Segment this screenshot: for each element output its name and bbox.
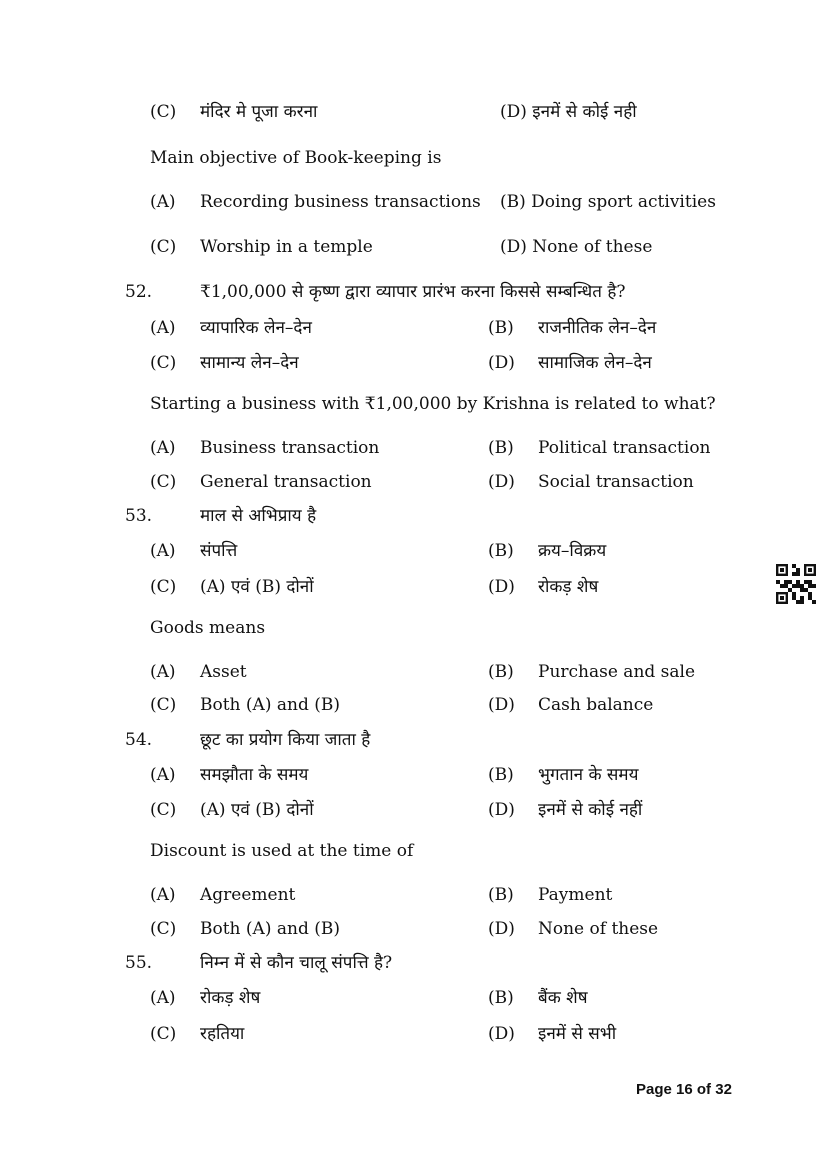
option-text: Asset — [200, 662, 247, 682]
option-label: (A) — [150, 438, 176, 458]
option-label: (B) — [488, 662, 514, 682]
option-text: (D) None of these — [500, 237, 653, 257]
option-text: Payment — [538, 885, 613, 905]
option-text: (A) एवं (B) दोनों — [200, 800, 314, 820]
option-text: मंदिर मे पूजा करना — [200, 102, 318, 122]
option-label: (A) — [150, 318, 176, 338]
option-text: Business transaction — [200, 438, 380, 458]
qr-code-icon — [776, 564, 816, 604]
option-label: (A) — [150, 192, 176, 212]
option-label: (A) — [150, 541, 176, 561]
question-text-hindi: निम्न में से कौन चालू संपत्ति है? — [200, 953, 393, 973]
option-label: (C) — [150, 800, 177, 820]
option-label: (C) — [150, 919, 177, 939]
option-label: (B) — [488, 988, 514, 1008]
question-text-english: Main objective of Book-keeping is — [150, 148, 442, 168]
question-number: 52. — [125, 282, 153, 302]
option-text: रोकड़ शेष — [538, 577, 599, 597]
option-text: बैंक शेष — [538, 988, 588, 1008]
question-text-hindi: माल से अभिप्राय है — [200, 506, 317, 526]
question-number: 55. — [125, 953, 153, 973]
option-text: राजनीतिक लेन–देन — [538, 318, 657, 338]
option-label: (C) — [150, 695, 177, 715]
option-label: (A) — [150, 988, 176, 1008]
option-text: रहतिया — [200, 1024, 245, 1044]
option-text: Political transaction — [538, 438, 711, 458]
option-label: (B) — [488, 438, 514, 458]
option-label: (C) — [150, 353, 177, 373]
option-text: Recording business transactions — [200, 192, 481, 212]
option-text: Cash balance — [538, 695, 654, 715]
option-text: Both (A) and (B) — [200, 695, 340, 715]
option-text: सामाजिक लेन–देन — [538, 353, 652, 373]
question-number: 53. — [125, 506, 153, 526]
option-text: (B) Doing sport activities — [500, 192, 716, 212]
option-text: General transaction — [200, 472, 372, 492]
option-text: Both (A) and (B) — [200, 919, 340, 939]
page-number-footer — [636, 1081, 732, 1098]
page-total: 32 — [715, 1081, 732, 1098]
option-label: (B) — [488, 318, 514, 338]
option-label: (B) — [488, 541, 514, 561]
option-text: समझौता के समय — [200, 765, 309, 785]
option-label: (A) — [150, 765, 176, 785]
option-label: (C) — [150, 102, 177, 122]
option-label: (C) — [150, 237, 177, 257]
option-text: सामान्य लेन–देन — [200, 353, 299, 373]
option-label: (D) — [488, 353, 515, 373]
option-text: इनमें से सभी — [538, 1024, 617, 1044]
option-label: (B) — [488, 885, 514, 905]
option-text: Agreement — [200, 885, 296, 905]
option-text: Purchase and sale — [538, 662, 696, 682]
question-text-hindi: छूट का प्रयोग किया जाता है — [200, 730, 371, 750]
option-label: (C) — [150, 1024, 177, 1044]
option-text: इनमें से कोई नहीं — [538, 800, 643, 820]
option-label: (C) — [150, 472, 177, 492]
option-text: (D) इनमें से कोई नही — [500, 102, 637, 122]
option-text: व्यापारिक लेन–देन — [200, 318, 312, 338]
page-word: Page — [636, 1081, 672, 1098]
option-text: Social transaction — [538, 472, 694, 492]
option-text: संपत्ति — [200, 541, 238, 561]
option-label: (A) — [150, 662, 176, 682]
question-text-english: Goods means — [150, 618, 266, 638]
option-text: रोकड़ शेष — [200, 988, 261, 1008]
option-text: भुगतान के समय — [538, 765, 639, 785]
option-label: (D) — [488, 577, 515, 597]
option-label: (B) — [488, 765, 514, 785]
option-label: (D) — [488, 695, 515, 715]
option-text: Worship in a temple — [200, 237, 373, 257]
option-label: (A) — [150, 885, 176, 905]
question-text-english: Discount is used at the time of — [150, 841, 414, 861]
option-label: (D) — [488, 919, 515, 939]
page-current: 16 — [676, 1081, 693, 1098]
question-text-hindi: ₹1,00,000 से कृष्ण द्वारा व्यापार प्रारंभ करना किससे सम्बन्धित है? — [200, 282, 626, 302]
question-text-english: Starting a business with ₹1,00,000 by Krishna is related to what? — [150, 394, 716, 414]
page-of-word: of — [696, 1081, 712, 1098]
option-text: क्रय–विक्रय — [538, 541, 607, 561]
option-label: (D) — [488, 800, 515, 820]
option-label: (D) — [488, 472, 515, 492]
question-number: 54. — [125, 730, 153, 750]
option-label: (C) — [150, 577, 177, 597]
option-text: None of these — [538, 919, 659, 939]
option-label: (D) — [488, 1024, 515, 1044]
option-text: (A) एवं (B) दोनों — [200, 577, 314, 597]
